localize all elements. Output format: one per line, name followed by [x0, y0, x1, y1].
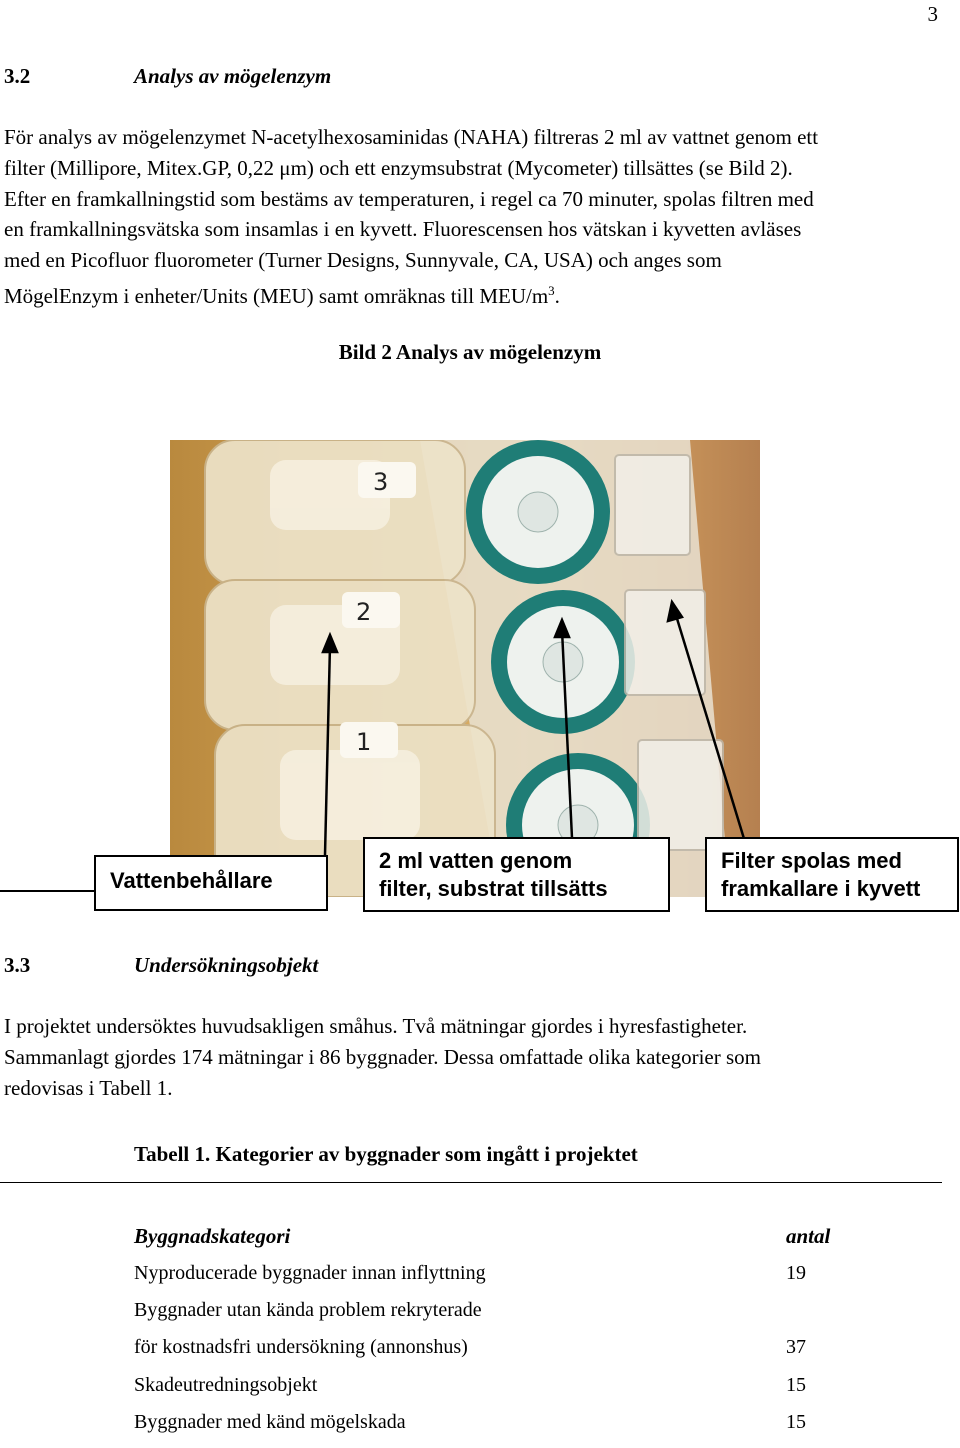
photo-mark: 3 [373, 468, 389, 496]
table-cell: 37 [786, 1336, 806, 1358]
label-line: framkallare i kyvett [721, 876, 921, 901]
figure-caption: Bild 2 Analys av mögelenzym [338, 340, 602, 364]
label-line: Filter spolas med [721, 848, 902, 873]
table-cell: Nyproducerade byggnader innan inflyttning [134, 1262, 486, 1284]
table-header-category: Byggnadskategori [134, 1224, 291, 1248]
table-header-count: antal [786, 1224, 831, 1248]
section-number: 3.3 [4, 953, 31, 977]
section-3-2-paragraph [4, 122, 934, 312]
page-number: 3 [927, 2, 938, 26]
table-title: Tabell 1. Kategorier av byggnader som ingått i projektet [134, 1142, 638, 1166]
table-cell: Byggnader med känd mögelskada [134, 1411, 406, 1433]
section-heading-3-2 [4, 64, 331, 89]
paragraph-line: filter (Millipore, Mitex.GP, 0,22 μm) och ett enzymsubstrat (Mycometer) tillsättes (se Bild 2). [4, 155, 793, 180]
paragraph-line-end: . [554, 283, 560, 308]
section-title: Undersökningsobjekt [134, 953, 319, 977]
paragraph-line: Efter en framkallningstid som bestäms av temperaturen, i regel ca 70 minuter, spolas filtren med [4, 186, 814, 211]
superscript: 3 [548, 282, 555, 298]
figure-rule [0, 890, 95, 892]
label-line: 2 ml vatten genom [379, 848, 573, 873]
paragraph-line: med en Picofluor fluorometer (Turner Designs, Sunnyvale, CA, USA) och anges som [4, 248, 722, 273]
table-cell: Skadeutredningsobjekt [134, 1374, 318, 1396]
section-title: Analys av mögelenzym [134, 64, 332, 88]
label-cuvette [705, 837, 959, 912]
label-line: filter, substrat tillsätts [379, 876, 608, 901]
table-cell: 15 [786, 1374, 806, 1396]
photo-mark: 1 [356, 728, 372, 756]
paragraph-line: en framkallningsvätska som insamlas i en kyvett. Fluorescensen hos vätskan i kyvetten avläses [4, 217, 802, 242]
paragraph-line [4, 276, 934, 312]
paragraph-line: I projektet undersöktes huvudsakligen småhus. Två mätningar gjordes i hyresfastigheter. [4, 1014, 748, 1038]
table-rule [0, 1182, 942, 1183]
lab-photo [170, 440, 760, 897]
paragraph-line: För analys av mögelenzymet N-acetylhexosaminidas (NAHA) filtreras 2 ml av vattnet genom ett [4, 125, 819, 149]
paragraph-line: redovisas i Tabell 1. [4, 1075, 173, 1100]
paragraph-line-text: MögelEnzym i enheter/Units (MEU) samt omräknas till MEU/m [4, 283, 549, 308]
table-cell: för kostnadsfri undersökning (annonshus) [134, 1336, 468, 1358]
section-number: 3.2 [4, 64, 31, 88]
table-cell: 19 [786, 1262, 806, 1284]
section-heading-3-3 [4, 953, 318, 978]
label-water-container: Vattenbehållare [94, 855, 328, 911]
photo-mark: 2 [356, 598, 372, 626]
label-filter-substrate [363, 837, 670, 912]
paragraph-line: Sammanlagt gjordes 174 mätningar i 86 byggnader. Dessa omfattade olika kategorier som [4, 1044, 761, 1069]
table-cell: Byggnader utan kända problem rekryterade [134, 1299, 482, 1321]
table-cell: 15 [786, 1411, 806, 1433]
section-3-3-paragraph [4, 1011, 934, 1103]
